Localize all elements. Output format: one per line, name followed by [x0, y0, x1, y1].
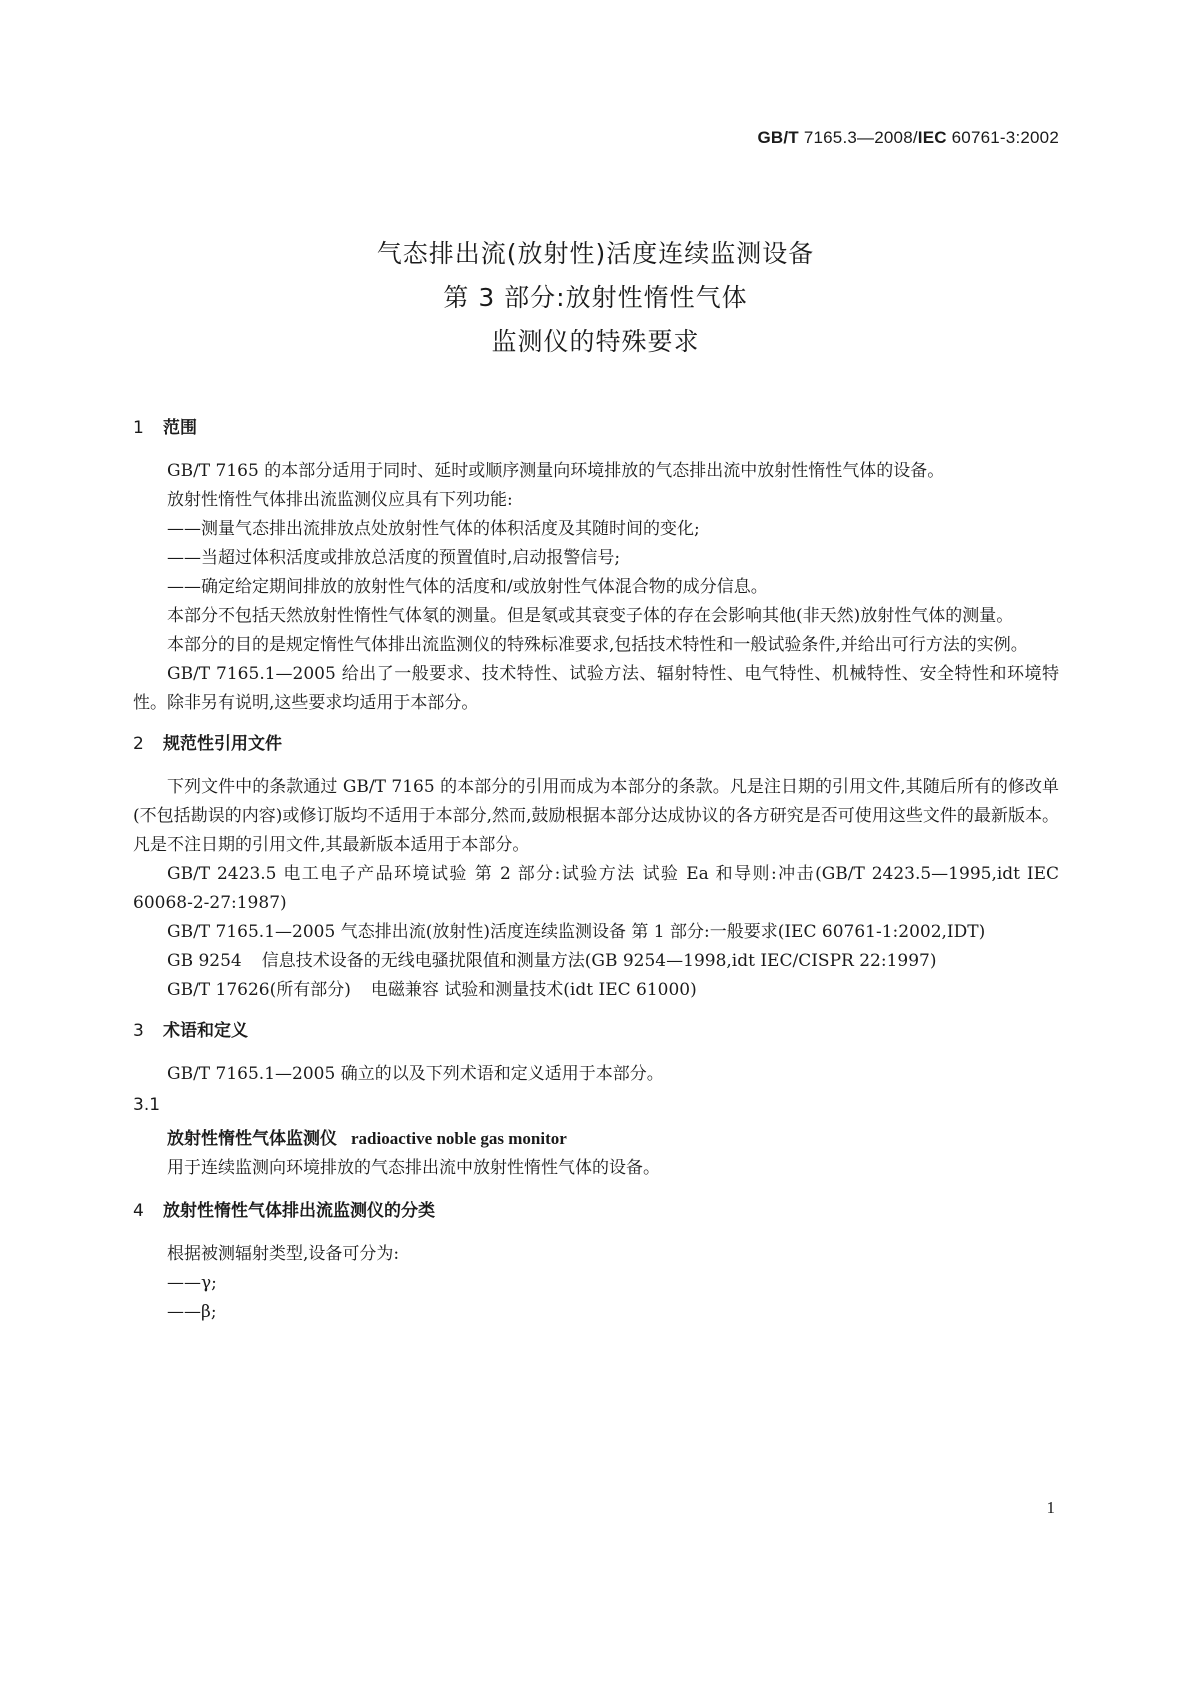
page-number: 1 [1046, 1498, 1055, 1517]
list-item: ——γ; [167, 1273, 217, 1293]
section-title: 术语和定义 [163, 1021, 248, 1041]
paragraph: 下列文件中的条款通过 GB/T 7165 的本部分的引用而成为本部分的条款。凡是注日期的引用文件,其随后所有的修改单(不包括勘误的内容)或修订版均不适用于本部分,然而,鼓励根据本部分达成协议的各方研究是否可使用这些文件的最新版本。凡是不注日期的引用文件,其最新版本适用于本部分。 [133, 777, 1059, 855]
paragraph: 根据被测辐射类型,设备可分为: [167, 1244, 400, 1264]
list-item: ——测量气态排出流排放点处放射性气体的体积活度及其随时间的变化; [167, 519, 700, 539]
list-item: ——当超过体积活度或排放总活度的预置值时,启动报警信号; [167, 548, 621, 568]
section-number: 4 [133, 1201, 144, 1221]
std-code-prefix: GB/T [757, 128, 799, 147]
standard-code-header [757, 128, 1059, 148]
paragraph: GB/T 7165.1—2005 给出了一般要求、技术特性、试验方法、辐射特性、电气特性、机械特性、安全特性和环境特性。除非另有说明,这些要求均适用于本部分。 [133, 664, 1059, 713]
document-title [0, 232, 1191, 364]
paragraph: 本部分的目的是规定惰性气体排出流监测仪的特殊标准要求,包括技术特性和一般试验条件,并给出可行方法的实例。 [167, 635, 1028, 655]
section-1-heading [133, 414, 1059, 443]
term-english: radioactive noble gas monitor [351, 1129, 567, 1148]
section-title: 规范性引用文件 [163, 734, 282, 754]
reference-entry [133, 976, 1059, 1005]
paragraph: 本部分不包括天然放射性惰性气体氡的测量。但是氡或其衰变子体的存在会影响其他(非天然)放射性气体的测量。 [167, 606, 1014, 626]
iec-number: 60761-3:2002 [946, 128, 1059, 147]
document-body [133, 414, 1059, 1327]
paragraph: GB/T 7165.1—2005 确立的以及下列术语和定义适用于本部分。 [167, 1064, 664, 1084]
section-title: 范围 [163, 418, 197, 438]
term-chinese: 放射性惰性气体监测仪 [167, 1129, 337, 1149]
reference-entry: GB/T 7165.1—2005 气态排出流(放射性)活度连续监测设备 第 1 部分:一般要求(IEC 60761-1:2002,IDT) [167, 922, 986, 942]
term-definition: 用于连续监测向环境排放的气态排出流中放射性惰性气体的设备。 [167, 1158, 660, 1178]
reference-code: GB 9254 [167, 951, 242, 971]
reference-title: 信息技术设备的无线电骚扰限值和测量方法(GB 9254—1998,idt IEC/CISPR 22:1997) [261, 951, 937, 971]
list-item: ——β; [167, 1302, 217, 1322]
std-code-number: 7165.3—2008/ [798, 128, 918, 147]
title-line-3: 监测仪的特殊要求 [491, 327, 700, 356]
paragraph: GB/T 7165 的本部分适用于同时、延时或顺序测量向环境排放的气态排出流中放射性惰性气体的设备。 [167, 461, 945, 481]
title-line-2: 第 3 部分:放射性惰性气体 [443, 283, 748, 312]
term-name [133, 1124, 1059, 1154]
section-title: 放射性惰性气体排出流监测仪的分类 [163, 1201, 435, 1221]
list-item: ——确定给定期间排放的放射性气体的活度和/或放射性气体混合物的成分信息。 [167, 577, 768, 597]
section-3-heading [133, 1017, 1059, 1046]
paragraph: 放射性惰性气体排出流监测仪应具有下列功能: [167, 490, 513, 510]
reference-code: GB/T 17626(所有部分) [167, 980, 351, 1000]
title-line-1: 气态排出流(放射性)活度连续监测设备 [376, 239, 815, 268]
section-2-heading [133, 730, 1059, 759]
iec-prefix: IEC [917, 128, 947, 147]
section-number: 3 [133, 1021, 144, 1041]
reference-entry: GB/T 2423.5 电工电子产品环境试验 第 2 部分:试验方法 试验 Ea 和导则:冲击(GB/T 2423.5—1995,idt IEC 60068-2-27:1987) [133, 864, 1059, 913]
reference-entry [133, 947, 1059, 976]
section-4-heading [133, 1197, 1059, 1226]
section-number: 2 [133, 734, 144, 754]
term-number: 3.1 [133, 1095, 161, 1115]
reference-title: 电磁兼容 试验和测量技术(idt IEC 61000) [370, 980, 697, 1000]
section-number: 1 [133, 418, 144, 438]
